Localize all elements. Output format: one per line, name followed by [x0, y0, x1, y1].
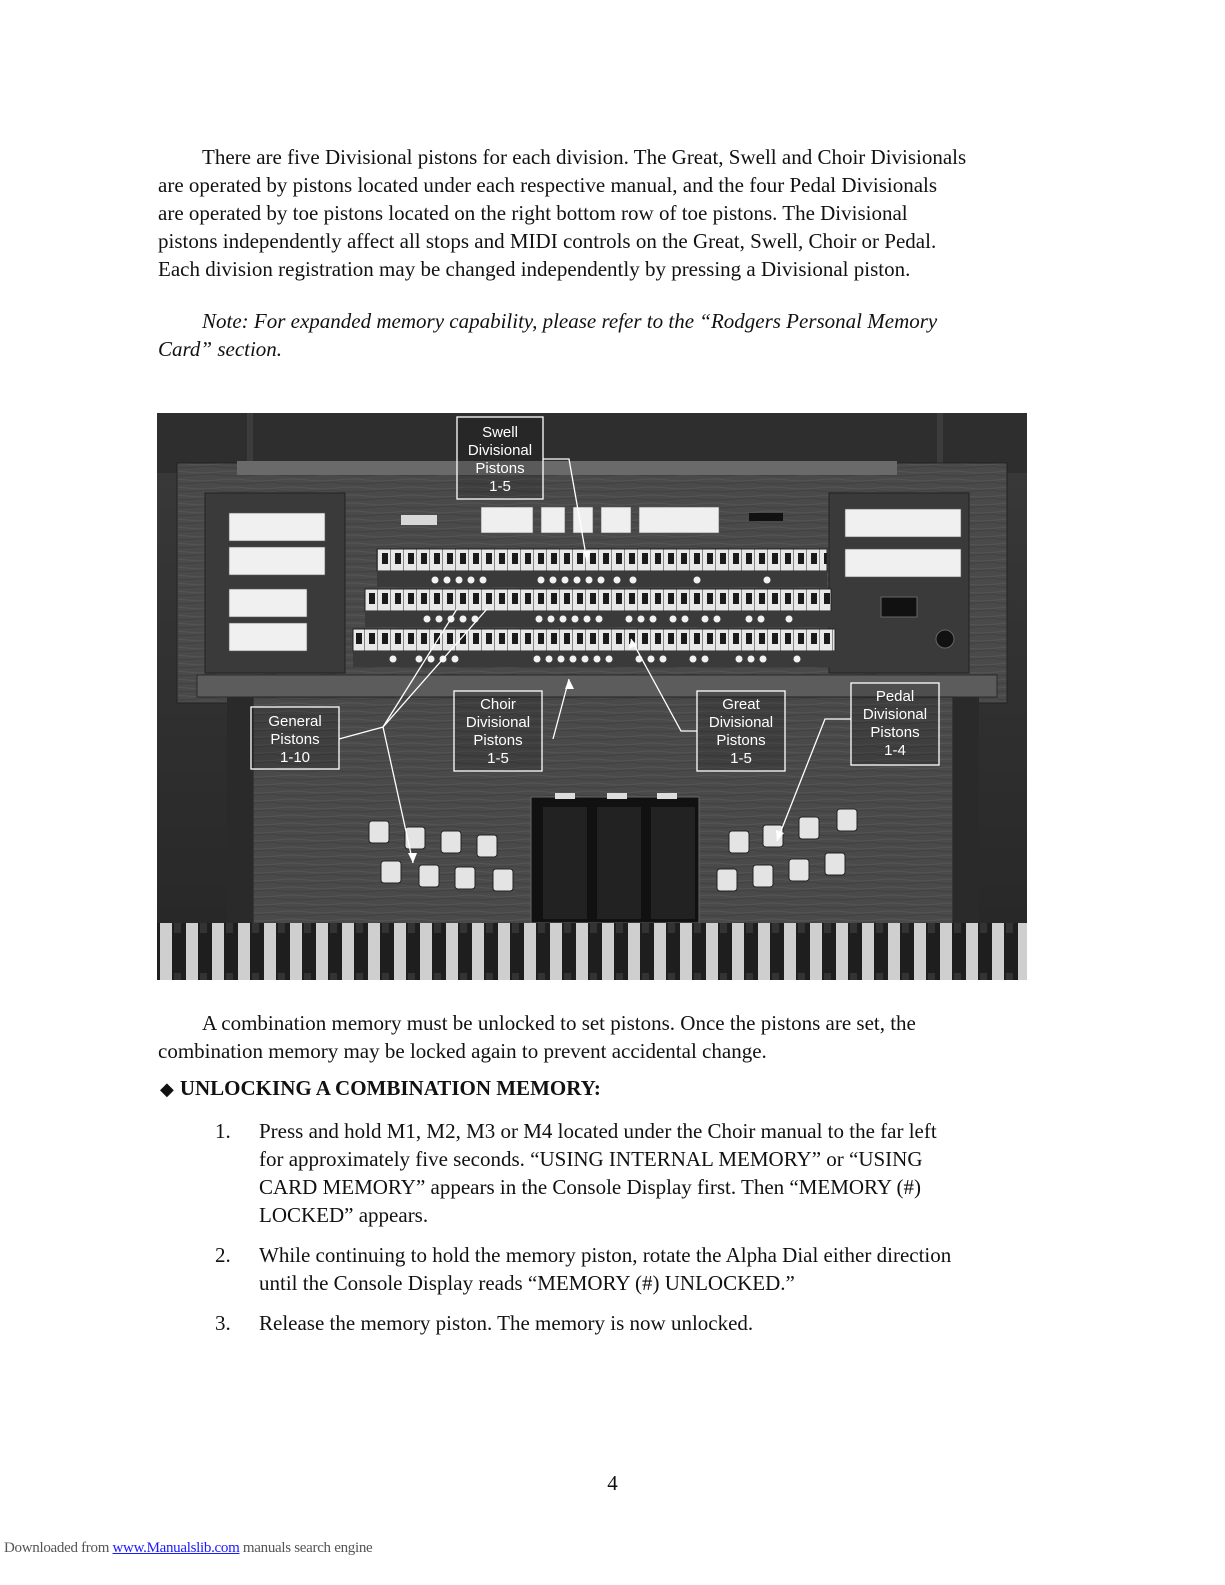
- callout-great: [697, 691, 785, 771]
- text-line: There are five Divisional pistons for each division. The Great, Swell and Choir Divisionals: [202, 145, 967, 169]
- svg-text:1-5: 1-5: [489, 478, 511, 495]
- svg-text:Pistons: Pistons: [475, 460, 525, 477]
- note-paragraph: [158, 307, 1068, 363]
- svg-text:Divisional: Divisional: [862, 706, 928, 723]
- step-number: 1.: [215, 1119, 231, 1143]
- text-line: for approximately five seconds. “USING INTERNAL MEMORY” or “USING: [259, 1147, 923, 1171]
- swell-manual: [377, 549, 827, 571]
- lock-paragraph: [158, 1009, 1068, 1065]
- svg-text:Choir: Choir: [480, 696, 516, 713]
- diamond-bullet-icon: ◆: [160, 1079, 174, 1099]
- svg-text:General: General: [268, 713, 322, 730]
- list-item: [215, 1309, 1055, 1337]
- great-manual: [365, 589, 831, 611]
- svg-text:1-4: 1-4: [884, 742, 906, 759]
- text-line: are operated by pistons located under each respective manual, and the four Pedal Divisionals: [158, 173, 938, 197]
- intro-paragraph: [158, 143, 1068, 283]
- svg-text:Pistons: Pistons: [473, 732, 523, 749]
- list-item: [215, 1241, 1055, 1297]
- svg-text:1-5: 1-5: [487, 750, 509, 767]
- text-line: Each division registration may be changed independently by pressing a Divisional piston.: [158, 257, 911, 281]
- callout-swell: [457, 417, 543, 499]
- text-line: Note: For expanded memory capability, please refer to the “Rodgers Personal Memory: [202, 309, 938, 333]
- text-line: LOCKED” appears.: [259, 1203, 429, 1227]
- svg-text:1-10: 1-10: [279, 749, 311, 766]
- svg-text:Swell: Swell: [482, 424, 518, 441]
- svg-text:1-5: 1-5: [730, 750, 752, 767]
- svg-text:Great: Great: [722, 696, 760, 713]
- svg-text:Divisional: Divisional: [708, 714, 774, 731]
- section-heading: [160, 1076, 601, 1101]
- text-line: Card” section.: [158, 337, 283, 361]
- callout-choir: [454, 691, 542, 771]
- section-heading-text: UNLOCKING A COMBINATION MEMORY:: [179, 1076, 601, 1100]
- text-line: are operated by toe pistons located on the right bottom row of toe pistons. The Divisional: [158, 201, 908, 225]
- text-line: combination memory may be locked again to prevent accidental change.: [158, 1039, 767, 1063]
- footer-prefix: Downloaded from: [4, 1540, 113, 1556]
- svg-text:Pistons: Pistons: [270, 731, 320, 748]
- svg-text:Pistons: Pistons: [716, 732, 766, 749]
- callout-general: [251, 707, 339, 769]
- text-line: until the Console Display reads “MEMORY (#) UNLOCKED.”: [259, 1271, 795, 1295]
- footer: [4, 1540, 372, 1557]
- svg-text:Divisional: Divisional: [467, 442, 533, 459]
- svg-text:Pedal: Pedal: [875, 688, 915, 705]
- text-line: A combination memory must be unlocked to set pistons. Once the pistons are set, the: [202, 1011, 916, 1035]
- footer-suffix: manuals search engine: [239, 1540, 373, 1556]
- pedalboard: [157, 923, 1027, 980]
- svg-text:Divisional: Divisional: [465, 714, 531, 731]
- svg-text:Pistons: Pistons: [870, 724, 920, 741]
- step-number: 2.: [215, 1243, 231, 1267]
- text-line: While continuing to hold the memory piston, rotate the Alpha Dial either direction: [259, 1243, 952, 1267]
- footer-link[interactable]: www.Manualslib.com: [112, 1540, 240, 1556]
- step-number: 3.: [215, 1311, 231, 1335]
- text-line: Press and hold M1, M2, M3 or M4 located under the Choir manual to the far left: [259, 1119, 937, 1143]
- choir-manual: [353, 629, 835, 651]
- organ-console-figure: [157, 413, 1027, 980]
- alpha-dial: [936, 630, 954, 648]
- list-item: [215, 1117, 1055, 1229]
- console-display: [881, 597, 917, 617]
- callout-pedal: [851, 683, 939, 765]
- text-line: pistons independently affect all stops and MIDI controls on the Great, Swell, Choir or Pedal.: [158, 229, 937, 253]
- text-line: Release the memory piston. The memory is now unlocked.: [259, 1311, 754, 1335]
- text-line: CARD MEMORY” appears in the Console Display first. Then “MEMORY (#): [259, 1175, 922, 1199]
- page-number: 4: [607, 1471, 618, 1495]
- steps-list: [215, 1117, 1055, 1349]
